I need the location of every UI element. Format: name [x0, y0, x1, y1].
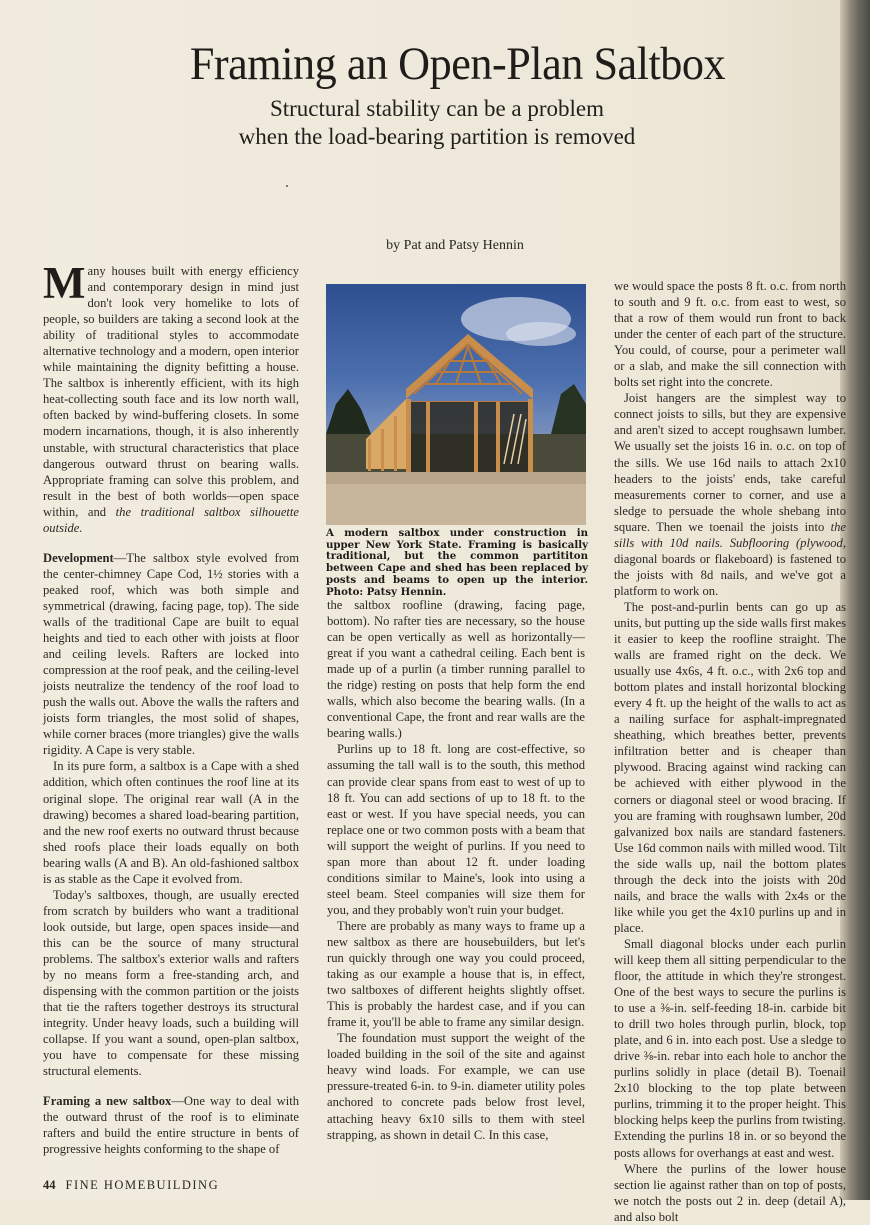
article-subtitle	[0, 95, 870, 151]
photo-caption: A modern saltbox under construction in upper New York State. Framing is basically traditional, but the common partititon between Cape and shed has been replaced by posts and beams to open up the interior. Photo: Patsy Hennin.	[326, 527, 588, 598]
paragraph: Purlins up to 18 ft. long are cost-effective, so assuming the tall wall is to the south, this method can provide clear spans from east to west of up to 18 ft. You can add sections of up to 18 ft. to the east or west. If you have special needs, you can replace one or two common posts with a beam that will support the weight of purlins. If you need to span more than about 12 ft. under loading conditions similar to Maine's, look into using a steel beam. Steel companies will size them for you, and they probably won't ruin your budget.	[327, 742, 585, 917]
paragraph: The post-and-purlin bents can go up as units, but putting up the side walls first makes it easier to keep the roofline straight. The walls are framed right on the deck. We usually use 4x6s, 4 ft. o.c., with 2x6 top and bottom plates and install horizontal blocking every 4 ft. up the height of the walls to act as a nailing surface for asphalt-impregnated sheathing, which breathes better, prevents infiltration better and is cheaper than plywood. Bracing against wind racking can be achieved with either plywood in the corners or diagonal steel or wood bracing. If you are framing with roughsawn lumber, 20d galvanized box nails are standard fasteners. Use 16d common nails with milled wood. Tilt the side walls up, nail the bottom plates through the deck into the joists with 20d nails, and brace the walls with 2x4s or the like while you get the 4x10 purlins up and in place.	[614, 599, 846, 935]
text-column-2	[327, 597, 585, 1143]
magazine-name: FINE HOMEBUILDING	[65, 1178, 220, 1192]
paragraph: The foundation must support the weight of the loaded building in the soil of the site and against heavy wind loads. For example, we can use pressure-treated 6-in. to 9-in. diameter utility poles anchored to concrete pads below frost level, attaching heavy 6x10 sills to them with steel strapping, as shown in detail C. In this case,	[327, 1031, 585, 1142]
subtitle-line-2: when the load-bearing partition is removed	[238, 124, 636, 149]
section-heading-development: Development	[43, 550, 114, 565]
drop-cap: M	[43, 258, 86, 308]
page-number: 44	[43, 1178, 56, 1192]
paragraph: we would space the posts 8 ft. o.c. from north to south and 9 ft. o.c. from east to west, so that a row of them would run front to back under the center of each part of the structure. You could, of course, pour a perimeter wall or a slab, and make the sill connection with bolts set right into the concrete.	[614, 279, 846, 390]
construction-photo	[326, 284, 586, 525]
page-footer	[43, 1178, 219, 1193]
framing-paragraph: Framing a new saltbox—One way to deal with the outward thrust of the roof is to eliminate rafters and build the entire structure in bents of progressive heights conforming to the shape of	[43, 1094, 300, 1157]
section-heading-framing: Framing a new saltbox	[43, 1094, 172, 1109]
paragraph: Small diagonal blocks under each purlin will keep them all sitting perpendicular to the floor, the attitude in which they're strongest. One of the best ways to secure the purlins is to use a ⅜-in. self-feeding 18-in. carbide bit to drill two holes through purlin, block, top plate, and 6 in. into each post. Use a sledge to drive ⅜-in. rebar into each hole to anchor the purlins solidly in place (detail B). Toenail 2x10 blocking to the top plate between purlins, trimming it to the proper height. This blocking helps keep the purlins from twisting. Extending the purlins 18 in. or so beyond the posts allows for overhangs at east and west.	[614, 936, 846, 1160]
intro-paragraph: Many houses built with energy efficiency and contemporary design in mind just don't look very homelike to lots of people, so builders are taking a second look at the ability of traditional styles to accommodate alternative technology and a modern, open interior while maintaining the dignity befitting a house. The saltbox is inherently efficient, with its high heat-collecting south face and its low north wall, often backed by wind-buffering closets. In some modern incarnations, though, it is also inherently unstable, with structural characteristics that place dangerous outward thrust on bearing walls. Appropriate framing can solve this problem, and result in the best of both worlds—open space within, and the traditional saltbox silhouette outside.	[43, 258, 299, 535]
paragraph: There are probably as many ways to frame up a new saltbox as there are housebuilders, but let's run quickly through one way you could proceed, taking as our example a house that is, in effect, two saltboxes of different heights slightly offset. This is probably the hardest case, and if you can frame it, you'll be able to frame any similar design.	[327, 918, 585, 1030]
subtitle-line-1: Structural stability can be a problem	[269, 96, 605, 121]
print-speck	[286, 185, 288, 187]
paragraph: Where the purlins of the lower house section lie against rather than on top of posts, we notch the posts out 2 in. deep (detail A), and also bolt	[614, 1161, 846, 1224]
text-column-3	[614, 278, 846, 1225]
paragraph: Today's saltboxes, though, are usually erected from scratch by builders who want a traditional look outside, but large, open spaces inside—and this can be the source of many structural problems. The saltbox's exterior walls and rafters by no means form a free-standing arch, and dispensing with the common partition or the joists that tie the rafters together destroys its structural integrity. Under heavy loads, such a building will collapse. If you want a sound, open-plan saltbox, you have to compensate for these missing structural elements.	[43, 887, 299, 1079]
paragraph: Joist hangers are the simplest way to connect joists to sills, but they are expensive and aren't sized to accept roughsawn lumber. We usually set the joists 16 in. o.c. on top of the sills. We use 16d nails to attach 2x10 headers to the joists' ends, take careful measurements corner to corner, and use a sledge to persuade the whole shebang into square. Then we toenail the joists into the sills with 10d nails. Subflooring (plywood, diagonal boards or flakeboard) is fastened to the joists with 8d nails, and we've got a platform to work on.	[614, 391, 846, 598]
paragraph: the saltbox roofline (drawing, facing page, bottom). No rafter ties are necessary, so the house can be open vertically as well as horizontally—great if you want a cathedral ceiling. Each bent is made up of a purlin (a timber running parallel to the ridge) resting on posts that help form the end walls, which also become the bearing walls. (In a conventional Cape, the front and rear walls are the bearing walls.)	[327, 598, 585, 741]
development-paragraph: Development—The saltbox style evolved from the center-chimney Cape Cod, 1½ stories with a peaked roof, which was both simple and symmetrical (drawing, facing page, top). The side walls of the traditional Cape are built to equal heights and tied to each other with joists at floor and ceiling levels. Rafters are locked into compression at the roof peak, and the ceiling-level joists neutralize the tendency of the roof load to push the walls out. Above the walls the rafters and joists form triangles, the most solid of shapes, while corner braces (more triangles) give the walls rigidity. A Cape is very stable.	[43, 550, 299, 758]
paragraph: In its pure form, a saltbox is a Cape with a shed addition, which often continues the roof line at its original slope. The original rear wall (A in the drawing) becomes a shared load-bearing partition, and the new roof exerts no outward thrust because shed roofs place their loads equally on both bearing walls (A and B). An old-fashioned saltbox is as stable as the Cape it evolved from.	[43, 759, 299, 886]
text-column-1	[43, 258, 300, 1158]
article-title: Framing an Open-Plan Saltbox	[189, 38, 726, 90]
byline: by Pat and Patsy Hennin	[386, 238, 524, 253]
saltbox-frame-illustration	[326, 284, 586, 525]
